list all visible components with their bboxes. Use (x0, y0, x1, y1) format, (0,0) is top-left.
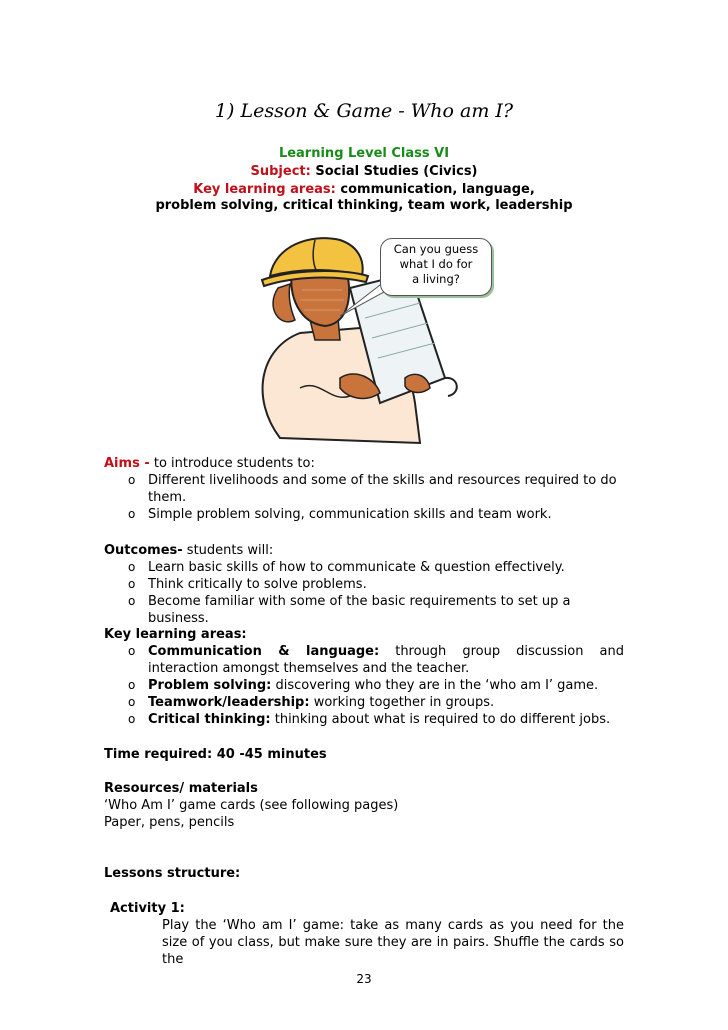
item-bold: Problem solving: (148, 678, 272, 693)
item-text: through group discussion and interaction amongst themselves and the teacher. (148, 644, 624, 676)
subject-line (0, 164, 728, 179)
list-item (104, 643, 624, 677)
key-areas-section (104, 626, 624, 728)
list-item: o Learn basic skills of how to communicate & question effectively. (104, 559, 624, 576)
resources-line-2: Paper, pens, pencils (104, 815, 235, 830)
lessons-structure-label: Lessons structure: (104, 866, 241, 881)
aims-section (104, 455, 624, 523)
key-areas-list (104, 643, 624, 728)
activity-text: Play the ‘Who am I’ game: take as many cards as you need for the size of you class, but make sure they are in pairs. Shuffle the cards so the (162, 918, 624, 967)
learning-level: Learning Level Class VI (278, 146, 450, 161)
item-bold: Critical thinking: (148, 712, 271, 727)
outcomes-list (104, 559, 624, 627)
page-number: 23 (356, 972, 372, 986)
bubble-line-1: Can you guess (393, 242, 479, 256)
subject-label: Subject: (250, 164, 311, 179)
resources-section (104, 780, 624, 831)
key-areas-header-value: communication, language, (340, 182, 535, 197)
list-item (104, 677, 624, 694)
list-item: o Think critically to solve problems. (104, 576, 624, 593)
list-item: o Simple problem solving, communication skills and team work. (104, 506, 624, 523)
speech-bubble (380, 238, 492, 296)
aims-intro: to introduce students to: (153, 456, 315, 471)
key-areas-header-label: Key learning areas: (193, 182, 336, 197)
item-text: thinking about what is required to do different jobs. (274, 712, 611, 727)
outcomes-section (104, 542, 624, 627)
bubble-line-2: what I do for (399, 257, 473, 271)
activity-section (110, 900, 624, 968)
outcomes-intro: students will: (186, 543, 274, 558)
resources-label: Resources/ materials (104, 781, 258, 796)
key-areas-label: Key learning areas: (104, 627, 247, 642)
lesson-title: 1) Lesson & Game - Who am I? (214, 100, 514, 122)
list-item (104, 711, 624, 728)
item-text: discovering who they are in the ‘who am I’ game. (275, 678, 599, 693)
item-bold: Teamwork/leadership: (148, 695, 310, 710)
time-required: Time required: 40 -45 minutes (104, 747, 327, 762)
outcomes-label: Outcomes- (104, 543, 183, 558)
list-item (104, 694, 624, 711)
aims-label: Aims - (104, 456, 150, 471)
item-bold: Communication & language: (148, 644, 380, 659)
list-item: o Become familiar with some of the basic requirements to set up a business. (104, 593, 624, 627)
resources-line-1: ‘Who Am I’ game cards (see following pages) (104, 798, 399, 813)
list-item: o Different livelihoods and some of the skills and resources required to do them. (104, 472, 624, 506)
activity-label: Activity 1: (110, 901, 185, 916)
aims-list (104, 472, 624, 523)
key-areas-header-line-2: problem solving, critical thinking, team work, leadership (155, 198, 573, 213)
bubble-line-3: a living? (412, 272, 460, 286)
key-areas-header-line (0, 182, 728, 197)
item-text: working together in groups. (313, 695, 495, 710)
subject-value: Social Studies (Civics) (315, 164, 478, 179)
